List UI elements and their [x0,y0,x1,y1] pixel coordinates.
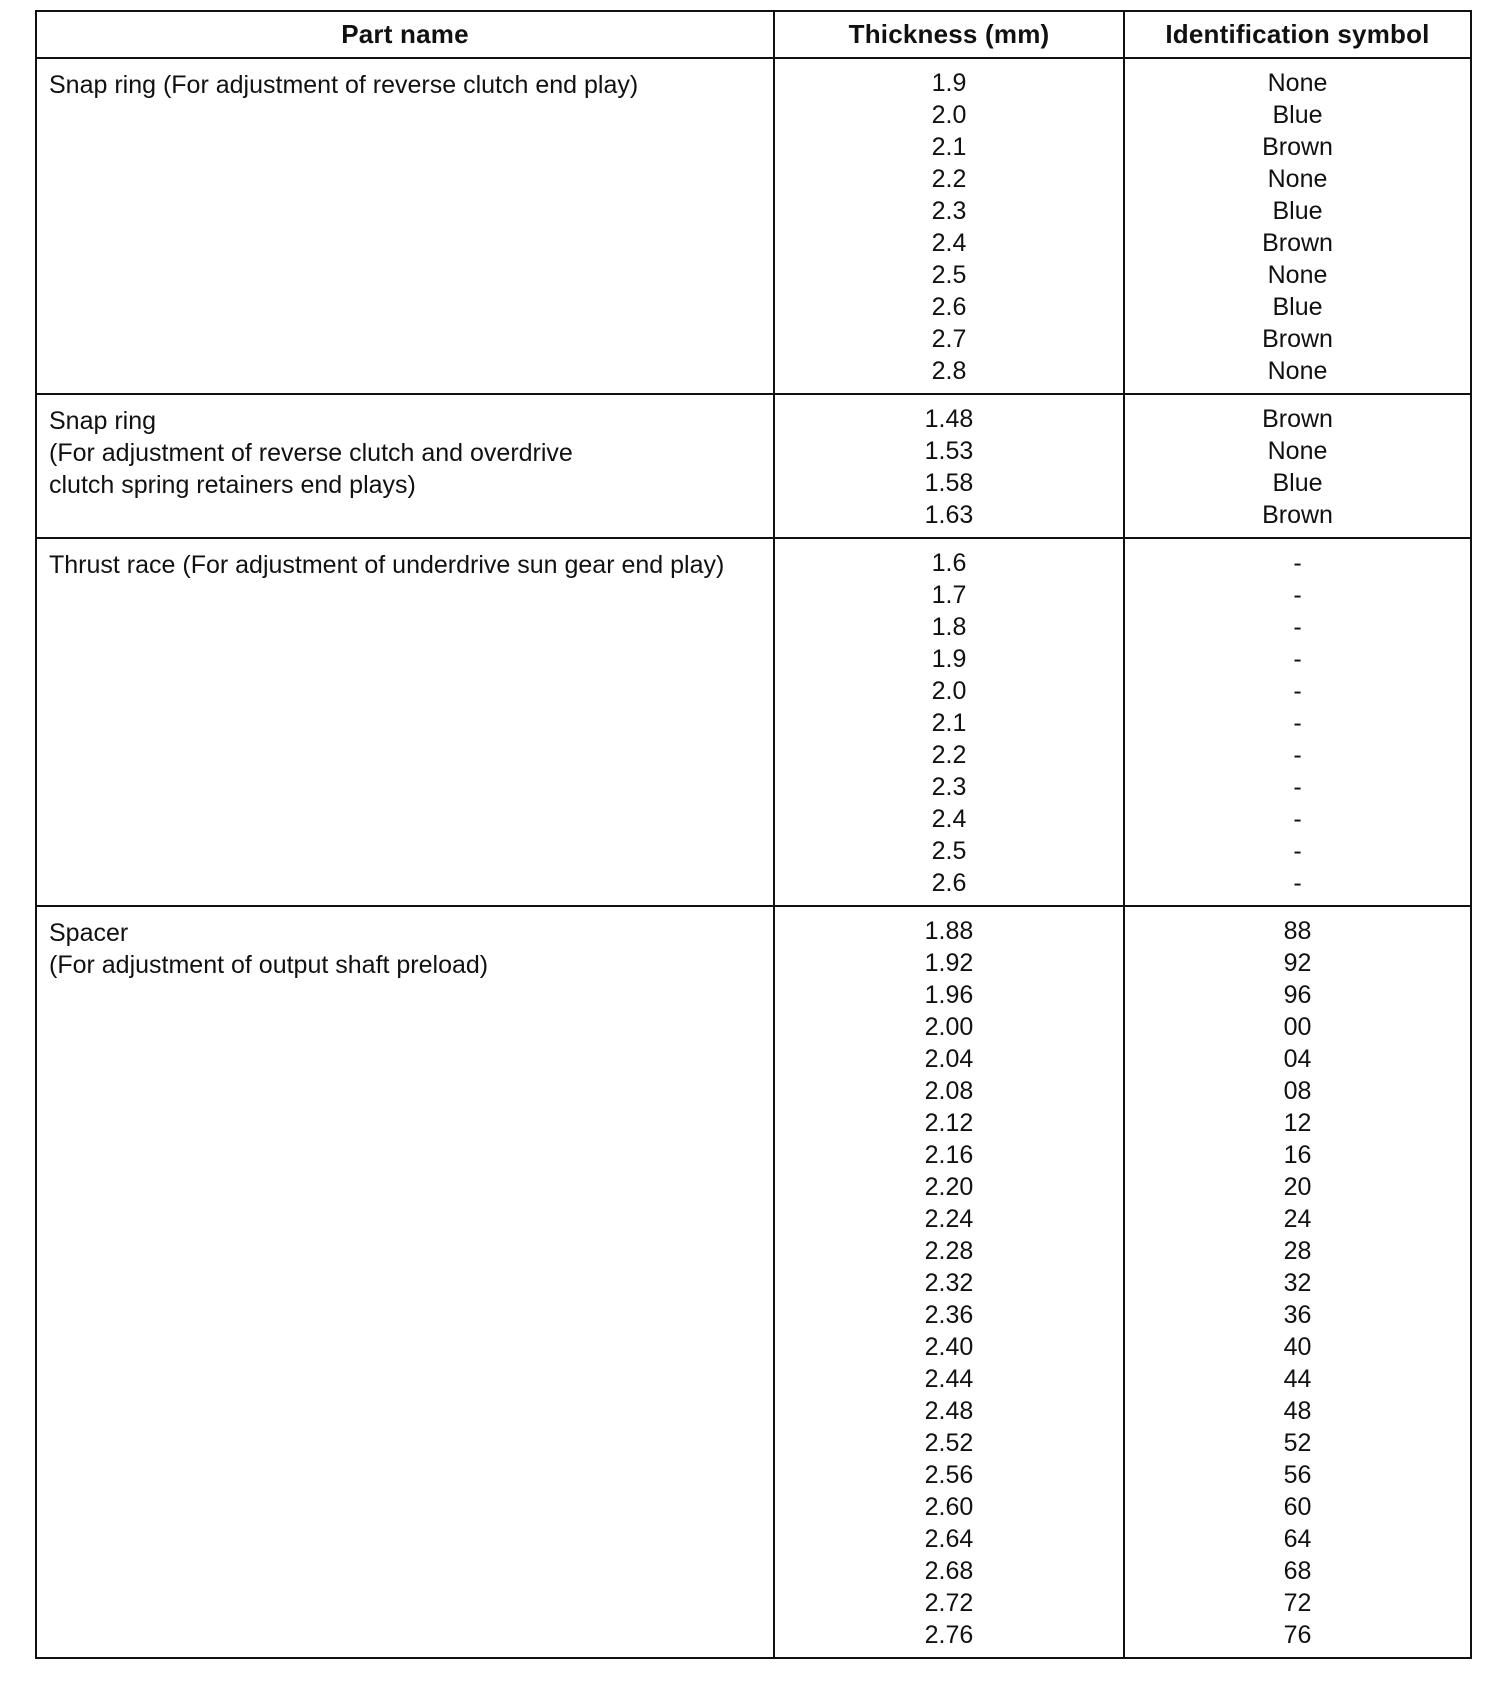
part-name-cell [36,906,774,1658]
identification-symbol-value: Blue [1272,197,1323,225]
part-name-cell [36,394,774,538]
thickness-value: 2.28 [924,1237,974,1265]
identification-symbol-value: 76 [1283,1621,1312,1649]
identification-symbol-value: 16 [1283,1141,1312,1169]
identification-symbol-value: Blue [1272,469,1323,497]
part-name-line: Spacer [49,919,129,947]
identification-symbol-value: Brown [1262,405,1333,433]
thickness-value: 1.6 [931,549,967,577]
identification-symbol-value: 68 [1283,1557,1312,1585]
thickness-value: 2.24 [924,1205,974,1233]
identification-symbol-value: - [1293,581,1302,609]
thickness-value: 1.9 [931,69,967,97]
parts-thickness-table [35,10,1472,1659]
identification-symbol-value: 04 [1283,1045,1312,1073]
part-name-line: Snap ring (For adjustment of reverse clutch end play) [49,71,639,99]
identification-symbol-value: None [1267,437,1328,465]
thickness-value: 1.58 [924,469,974,497]
identification-symbol-value: 48 [1283,1397,1312,1425]
identification-symbol-value: 28 [1283,1237,1312,1265]
thickness-value: 2.08 [924,1077,974,1105]
thickness-value: 2.4 [931,229,967,257]
identification-symbol-value: - [1293,549,1302,577]
identification-symbol-value: None [1267,165,1328,193]
identification-symbol-value: 52 [1283,1429,1312,1457]
thickness-value: 2.4 [931,805,967,833]
thickness-value: 1.9 [931,645,967,673]
identification-symbol-value: 96 [1283,981,1312,1009]
thickness-value: 2.1 [931,709,967,737]
thickness-value: 2.04 [924,1045,974,1073]
thickness-value: 2.32 [924,1269,974,1297]
thickness-value: 2.2 [931,165,967,193]
thickness-value: 1.96 [924,981,974,1009]
identification-symbol-value: None [1267,357,1328,385]
thickness-value: 1.53 [924,437,974,465]
identification-symbol-cell [1124,906,1471,1658]
thickness-value: 1.92 [924,949,974,977]
thickness-value: 2.68 [924,1557,974,1585]
identification-symbol-value: Brown [1262,501,1333,529]
identification-symbol-value: 24 [1283,1205,1312,1233]
identification-symbol-value: Blue [1272,293,1323,321]
thickness-value: 2.3 [931,773,967,801]
identification-symbol-cell [1124,538,1471,906]
identification-symbol-value: - [1293,709,1302,737]
part-name-line: clutch spring retainers end plays) [49,471,416,499]
identification-symbol-value: 64 [1283,1525,1312,1553]
thickness-value: 2.12 [924,1109,974,1137]
table-row [36,394,1471,538]
thickness-value: 1.7 [931,581,967,609]
identification-symbol-value: 60 [1283,1493,1312,1521]
thickness-value: 2.64 [924,1525,974,1553]
identification-symbol-value: Blue [1272,101,1323,129]
identification-symbol-cell [1124,58,1471,394]
thickness-value: 2.00 [924,1013,974,1041]
thickness-value: 2.36 [924,1301,974,1329]
table-row [36,58,1471,394]
identification-symbol-value: 08 [1283,1077,1312,1105]
identification-symbol-value: 36 [1283,1301,1312,1329]
thickness-value: 1.48 [924,405,974,433]
thickness-value: 2.56 [924,1461,974,1489]
thickness-cell [774,58,1124,394]
identification-symbol-value: - [1293,741,1302,769]
thickness-value: 2.7 [931,325,967,353]
identification-symbol-value: - [1293,869,1302,897]
thickness-cell [774,394,1124,538]
identification-symbol-value: 88 [1283,917,1312,945]
thickness-value: 2.5 [931,261,967,289]
part-name-line: (For adjustment of output shaft preload) [49,951,489,979]
thickness-cell [774,906,1124,1658]
thickness-value: 2.60 [924,1493,974,1521]
identification-symbol-value: 20 [1283,1173,1312,1201]
identification-symbol-cell [1124,394,1471,538]
thickness-value: 2.2 [931,741,967,769]
identification-symbol-value: None [1267,69,1328,97]
thickness-value: 2.0 [931,101,967,129]
thickness-value: 2.0 [931,677,967,705]
identification-symbol-value: Brown [1262,133,1333,161]
identification-symbol-value: None [1267,261,1328,289]
thickness-value: 2.6 [931,869,967,897]
identification-symbol-value: 40 [1283,1333,1312,1361]
thickness-value: 2.1 [931,133,967,161]
thickness-value: 1.8 [931,613,967,641]
thickness-value: 1.88 [924,917,974,945]
thickness-value: 2.6 [931,293,967,321]
identification-symbol-value: - [1293,837,1302,865]
identification-symbol-value: 32 [1283,1269,1312,1297]
thickness-value: 2.3 [931,197,967,225]
identification-symbol-value: 12 [1283,1109,1312,1137]
thickness-value: 2.44 [924,1365,974,1393]
table-row [36,906,1471,1658]
thickness-value: 2.76 [924,1621,974,1649]
identification-symbol-value: - [1293,677,1302,705]
header-identification-symbol: Identification symbol [1124,11,1471,58]
identification-symbol-value: - [1293,613,1302,641]
thickness-value: 2.5 [931,837,967,865]
part-name-line: Thrust race (For adjustment of underdrive sun gear end play) [49,551,725,579]
part-name-cell [36,538,774,906]
thickness-value: 2.16 [924,1141,974,1169]
part-name-line: Snap ring [49,407,157,435]
identification-symbol-value: - [1293,645,1302,673]
table-body [36,58,1471,1658]
thickness-value: 2.72 [924,1589,974,1617]
identification-symbol-value: 44 [1283,1365,1312,1393]
header-thickness: Thickness (mm) [774,11,1124,58]
thickness-value: 2.8 [931,357,967,385]
thickness-cell [774,538,1124,906]
identification-symbol-value: 56 [1283,1461,1312,1489]
thickness-value: 1.63 [924,501,974,529]
table-row [36,538,1471,906]
identification-symbol-value: 72 [1283,1589,1312,1617]
thickness-value: 2.40 [924,1333,974,1361]
header-part-name: Part name [36,11,774,58]
identification-symbol-value: 00 [1283,1013,1312,1041]
identification-symbol-value: 92 [1283,949,1312,977]
thickness-value: 2.48 [924,1397,974,1425]
part-name-line: (For adjustment of reverse clutch and overdrive [49,439,573,467]
thickness-value: 2.52 [924,1429,974,1457]
thickness-value: 2.20 [924,1173,974,1201]
identification-symbol-value: Brown [1262,325,1333,353]
part-name-cell [36,58,774,394]
identification-symbol-value: Brown [1262,229,1333,257]
header-row [36,11,1471,58]
identification-symbol-value: - [1293,805,1302,833]
identification-symbol-value: - [1293,773,1302,801]
